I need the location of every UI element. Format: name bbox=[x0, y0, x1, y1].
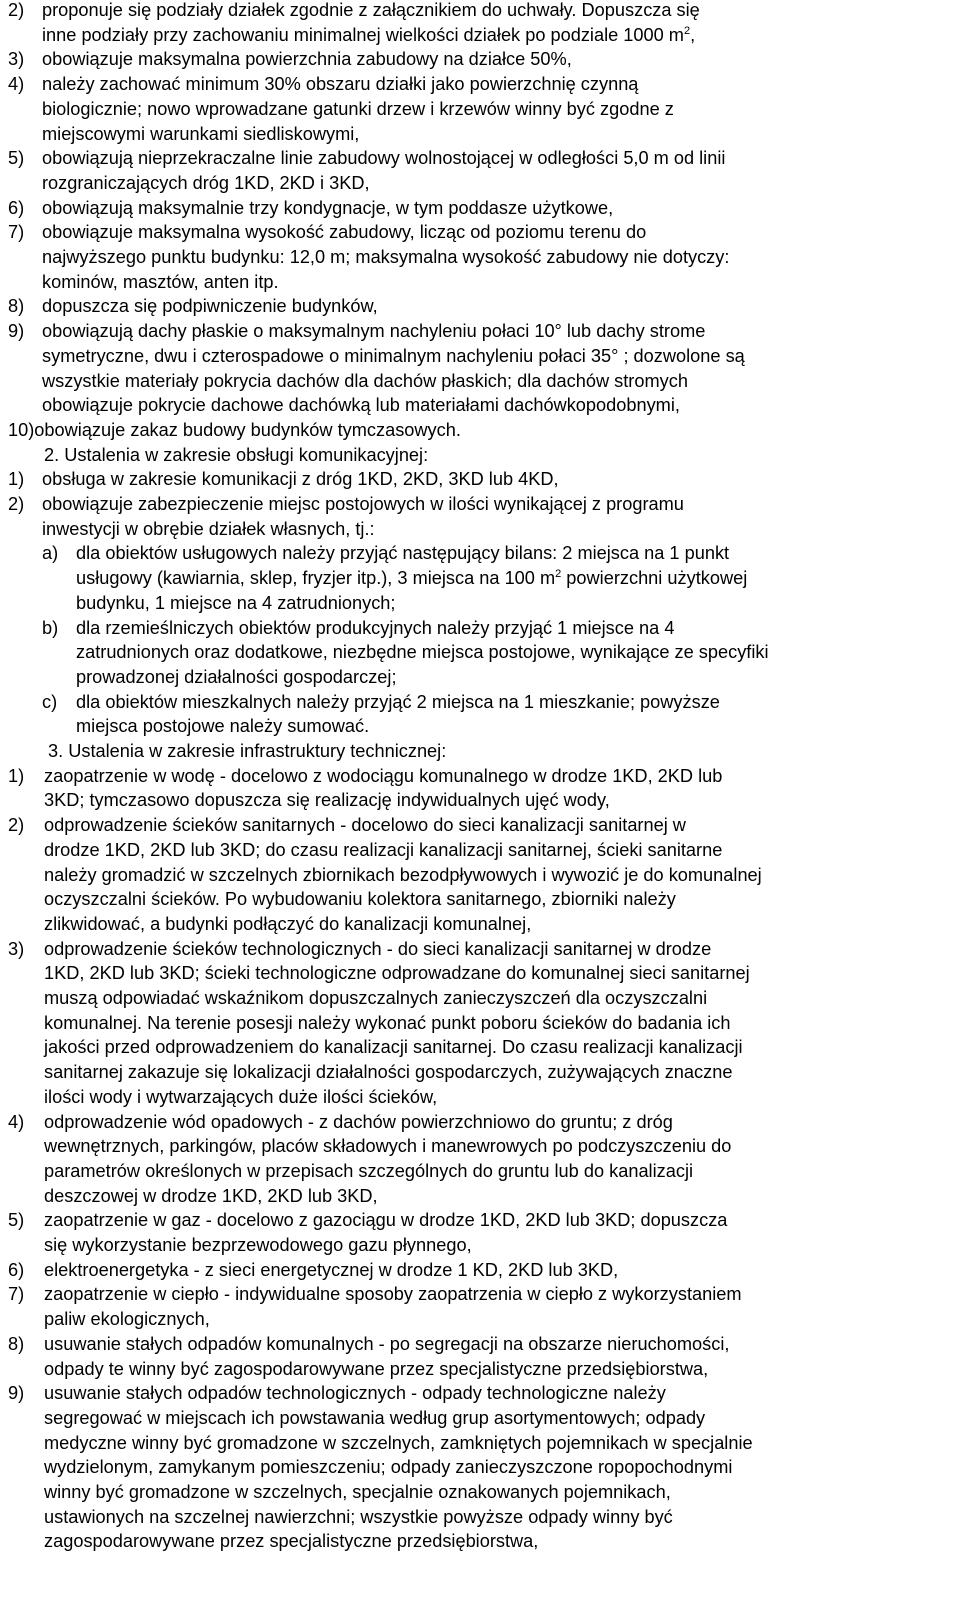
list-item: 10)obowiązuje zakaz budowy budynków tymczasowych. bbox=[8, 419, 461, 440]
text-line: się wykorzystanie bezprzewodowego gazu płynnego, bbox=[44, 1235, 472, 1255]
section-heading: 3. Ustalenia w zakresie infrastruktury technicznej: bbox=[48, 741, 447, 761]
list-item: a) dla obiektów usługowych należy przyjąć następujący bilans: 2 miejsca na 1 punkt bbox=[42, 543, 730, 564]
text-line: 3KD; tymczasowo dopuszcza się realizację indywidualnych ujęć wody, bbox=[44, 790, 610, 811]
list-item bbox=[8, 0, 700, 23]
list-item: 5) zaopatrzenie w gaz - docelowo z gazociągu w drodze 1KD, 2KD lub 3KD; dopuszcza bbox=[8, 1210, 728, 1231]
text-line: ilości wody i wytwarzających duże ilości ścieków, bbox=[44, 1086, 438, 1107]
text-line: drodze 1KD, 2KD lub 3KD; do czasu realizacji kanalizacji sanitarnej, ścieki sanitarne bbox=[44, 839, 723, 860]
text-line: najwyższego punktu budynku: 12,0 m; maksymalna wysokość zabudowy nie dotyczy: bbox=[42, 247, 730, 267]
text-line: parametrów określonych w przepisach szczególnych do gruntu lub do kanalizacji bbox=[44, 1160, 694, 1181]
text-line: inwestycji w obrębie działek własnych, tj.: bbox=[42, 518, 375, 539]
superscript: 2 bbox=[555, 568, 562, 581]
text-line: biologicznie; nowo wprowadzane gatunki drzew i krzewów winny być zgodne z bbox=[42, 98, 674, 119]
list-item: 4) odprowadzenie wód opadowych - z dachów powierzchniowo do gruntu; z dróg bbox=[8, 1111, 673, 1132]
text-line: odpady te winny być zagospodarowywane przez specjalistyczne przedsiębiorstwa, bbox=[44, 1358, 709, 1379]
text-line: wydzielonym, zamykanym pomieszczeniu; odpady zanieczyszczone ropopochodnymi bbox=[44, 1457, 733, 1478]
text-line: paliw ekologicznych, bbox=[44, 1309, 210, 1330]
list-item: 7) zaopatrzenie w ciepło - indywidualne sposoby zaopatrzenia w ciepło z wykorzystaniem bbox=[8, 1284, 742, 1305]
text-line: zatrudnionych oraz dodatkowe, niezbędne miejsca postojowe, wynikające ze specyfiki bbox=[76, 642, 769, 663]
list-item: 9) obowiązują dachy płaskie o maksymalnym nachyleniu połaci 10° lub dachy strome bbox=[8, 321, 706, 342]
text-line: rozgraniczających dróg 1KD, 2KD i 3KD, bbox=[42, 172, 370, 193]
text-line: winny być gromadzone w szczelnych, specjalnie oznakowanych pojemnikach, bbox=[44, 1482, 671, 1502]
text-line: kominów, masztów, anten itp. bbox=[42, 271, 279, 292]
list-item: 6) elektroenergetyka - z sieci energetycznej w drodze 1 KD, 2KD lub 3KD, bbox=[8, 1259, 619, 1280]
list-item: 9) usuwanie stałych odpadów technologicznych - odpady technologiczne należy bbox=[8, 1383, 666, 1404]
text-line: należy gromadzić w szczelnych zbiornikach bezodpływowych i wywozić je do komunalnej bbox=[44, 864, 762, 885]
list-item: 7) obowiązuje maksymalna wysokość zabudowy, licząc od poziomu terenu do bbox=[8, 222, 647, 243]
text-line: budynku, 1 miejsce na 4 zatrudnionych; bbox=[76, 592, 396, 613]
text-line: zagospodarowywane przez specjalistyczne przedsiębiorstwa, bbox=[44, 1531, 539, 1552]
item-text: proponuje się podziały działek zgodnie z załącznikiem do uchwały. Dopuszcza się bbox=[42, 0, 700, 20]
text-line: inne podziały przy zachowaniu minimalnej wielkości działek po podziale 1000 $m^2$, bbox=[42, 24, 696, 45]
text-line: prowadzonej działalności gospodarczej; bbox=[76, 666, 397, 687]
text-line: muszą odpowiadać wskaźnikom dopuszczalnych zanieczyszczeń dla oczyszczalni bbox=[44, 988, 708, 1008]
text-line: usługowy (kawiarnia, sklep, fryzjer itp.), 3 miejsca na 100 $m^2$ powierzchni użytkowej bbox=[76, 568, 748, 589]
text-line: deszczowej w drodze 1KD, 2KD lub 3KD, bbox=[44, 1185, 378, 1206]
text-line: wszystkie materiały pokrycia dachów dla dachów płaskich; dla dachów stromych bbox=[42, 370, 688, 391]
text-line: obowiązuje pokrycie dachowe dachówką lub materiałami dachówkopodobnymi, bbox=[42, 395, 680, 416]
text-line: ustawionych na szczelnej nawierzchni; wszystkie powyższe odpady winny być bbox=[44, 1506, 673, 1527]
list-item: 1) zaopatrzenie w wodę - docelowo z wodociągu komunalnego w drodze 1KD, 2KD lub bbox=[8, 765, 723, 786]
section-heading: 2. Ustalenia w zakresie obsługi komunikacyjnej: bbox=[44, 444, 429, 465]
text-line: sanitarnej zakazuje się lokalizacji działalności gospodarczych, zużywających znaczne bbox=[44, 1062, 733, 1083]
list-item: 3) obowiązuje maksymalna powierzchnia zabudowy na działce 50%, bbox=[8, 49, 572, 70]
list-item: 5) obowiązują nieprzekraczalne linie zabudowy wolnostojącej w odległości 5,0 m od linii bbox=[8, 148, 726, 169]
list-item: b) dla rzemieślniczych obiektów produkcyjnych należy przyjąć 1 miejsce na 4 bbox=[42, 617, 675, 638]
list-item: 6) obowiązują maksymalnie trzy kondygnacje, w tym poddasze użytkowe, bbox=[8, 197, 614, 218]
text-line: miejscowymi warunkami siedliskowymi, bbox=[42, 123, 360, 144]
list-item: 8) usuwanie stałych odpadów komunalnych - po segregacji na obszarze nieruchomości, bbox=[8, 1333, 730, 1354]
text-line: 1KD, 2KD lub 3KD; ścieki technologiczne odprowadzane do komunalnej sieci sanitarnej bbox=[44, 963, 750, 984]
text-line: oczyszczalni ścieków. Po wybudowaniu kolektora sanitarnego, zbiorniki należy bbox=[44, 889, 676, 910]
list-item: 1) obsługa w zakresie komunikacji z dróg 1KD, 2KD, 3KD lub 4KD, bbox=[8, 469, 559, 490]
superscript: 2 bbox=[683, 24, 691, 37]
text-line: segregować w miejscach ich powstawania według grup asortymentowych; odpady bbox=[44, 1407, 706, 1428]
list-item: 3) odprowadzenie ścieków technologicznych - do sieci kanalizacji sanitarnej w drodze bbox=[8, 938, 712, 959]
list-item: 2) odprowadzenie ścieków sanitarnych - docelowo do sieci kanalizacji sanitarnej w bbox=[8, 815, 686, 836]
text-line: jakości przed odprowadzeniem do kanalizacji sanitarnej. Do czasu realizacji kanalizacji bbox=[44, 1037, 743, 1058]
item-number: 2) bbox=[8, 0, 25, 20]
list-item: c) dla obiektów mieszkalnych należy przyjąć 2 miejsca na 1 mieszkanie; powyższe bbox=[42, 691, 720, 712]
text-line: miejsca postojowe należy sumować. bbox=[76, 716, 370, 737]
list-item: 8) dopuszcza się podpiwniczenie budynków, bbox=[8, 296, 378, 317]
text-line: zlikwidować, a budynki podłączyć do kanalizacji komunalnej, bbox=[44, 913, 532, 934]
text-line: symetryczne, dwu i czterospadowe o minimalnym nachyleniu połaci 35° ; dozwolone są bbox=[42, 345, 745, 366]
list-item: 4) należy zachować minimum 30% obszaru działki jako powierzchnię czynną bbox=[8, 74, 639, 95]
text-line: wewnętrznych, parkingów, placów składowych i manewrowych po podczyszczeniu do bbox=[44, 1136, 732, 1157]
text-line: medyczne winny być gromadzone w szczelnych, zamkniętych pojemnikach w specjalnie bbox=[44, 1432, 753, 1453]
list-item: 2) obowiązuje zabezpieczenie miejsc postojowych w ilości wynikającej z programu bbox=[8, 494, 684, 514]
text-line: komunalnej. Na terenie posesji należy wykonać punkt poboru ścieków do badania ich bbox=[44, 1012, 731, 1033]
